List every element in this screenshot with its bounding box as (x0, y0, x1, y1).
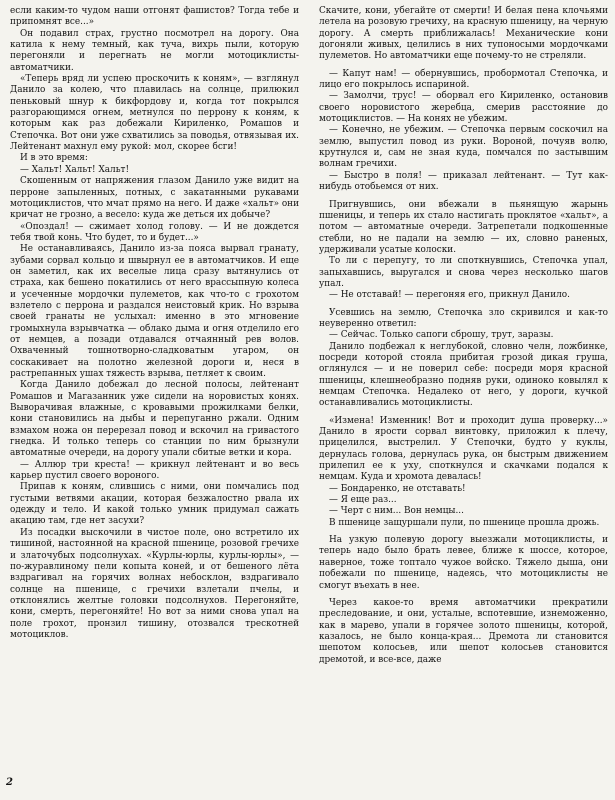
paragraph: — Сейчас. Только сапоги сброшу, трут, заразы. (329, 330, 554, 341)
paragraph: Из посадки выскочили в чистое поле, оно встретило их тишиной, настоянной на красной пшенице, розовой гречихе и златочубых подсолнухах. «Курлы-юрлы, курлы-юрлы», — по-журавлиному пели копыта коней, и от бешеного лёта вздрагивал на горячих волнах небосклон, вздрагивало солнце на пшенице, с гречихи взлетали пчелы, и отклонялись желтые головки подсолнухов. Перегоняйте, кони, смерть, перегоняйте! Но вот за ними снова упал на поле грохот, пронзил тишину, отозвался трескотней мотоциклов. (10, 527, 299, 640)
paragraph: — Бондаренко, не отставать! (329, 483, 466, 494)
paragraph: — Я еще раз... (329, 495, 397, 506)
paragraph: если каким-то чудом наши отгонят фашистов? Тогда тебе и припомнят все...» (10, 6, 299, 28)
right-text-column (319, 6, 608, 666)
paragraph: Пригнувшись, они вбежали в пьянящую жарынь пшеницы, и теперь их стало настигать проклятое «хальт», а потом — автоматные очереди. Затрепетали подкошенные стебли, но не падали на землю — их, словно раненых, удерживали усатые колоски. (319, 199, 608, 255)
paragraph: «Опоздал! — сжимает холод голову. — И не дождется тебя твой конь. Что будет, то и будет...» (10, 221, 299, 243)
paragraph: Когда Данило добежал до лесной полосы, лейтенант Ромашов и Магазанник уже сидели на норовистых конях. Выворачивая влажные, с кровавыми прожилками белки, кони становились на дыбы и перепуганно ржали. Одним взмахом ножа он перерезал повод и вскочил на гривастого гнедка. И только теперь со станции по ним брызнули автоматные очереди, на дорогу упали сбитые ветки и кора. (10, 380, 299, 459)
paragraph: То ли с перепугу, то ли споткнувшись, Степочка упал, запыхавшись, выругался и снова через несколько шагов упал. (319, 256, 608, 289)
paragraph: Данило подбежал к неглубокой, словно челн, ложбинке, посреди которой стояла прибитая грозой дикая груша, оглянулся — и не поверил себе: посреди моря красной пшеницы, клешнеобразно подняв руки, одиноко ковылял к немцам Степочка. Недалеко от него, у дороги, кучкой останавливались мотоциклисты. (319, 341, 608, 409)
paragraph: — Хальт! Хальт! Хальт! (20, 164, 130, 175)
paragraph: Через какое-то время автоматчики прекратили преследование, и они, усталые, вспотевшие, изнеможенно, как в марево, упали в горячее золото пшеницы, которой, казалось, не было конца-края... Дремота ли становится шепотом колосьев, или шепот колосьев становится дремотой, и все-все, даже (319, 597, 608, 665)
book-page (10, 6, 608, 796)
paragraph: Припав к коням, слившись с ними, они помчались под густыми ветвями акации, которая безжалостно рвала их одежду и тело. И какой только умник придумал сажать акацию там, где нет засухи? (10, 482, 299, 527)
paragraph: — Капут нам! — обернувшись, пробормотал Степочка, и лицо его покрылось испариной. (319, 68, 608, 91)
left-text-column (10, 6, 299, 641)
paragraph: «Теперь вряд ли успею проскочить к коням», — взглянул Данило за колею, что плавилась на солнце, прилюкил пеньковый шнур к бикфордову и, когда тот покрылся разгорающимся огнем, метнулся по перрону к коням, к которым как раз добежали Кириленко, Ромашов и Степочка. Вот они уже схватились за поводья, отвязывая их. Лейтенант махнул ему рукой: мол, скорее бсги! (10, 74, 299, 153)
paragraph: Усевшись на землю, Степочка зло скривился и как-то неуверенно ответил: (319, 307, 608, 329)
paragraph: — Аллюр три креста! — крикнул лейтенант и во весь карьер пустил своего вороного. (10, 459, 299, 482)
paragraph: Не останавливаясь, Данило из-за пояса вырвал гранату, зубами сорвал кольцо и швырнул ее в автоматчиков. И еще он заметил, как их веселые лица сразу вытянулись от страха, как бешено покатились от него врассыпную колеса и усеченные мордочки пулеметов, как что-то с грохотом взлетело с перрона и раздался неистовый крик. Но взрыва своей гранаты не услыхал: именно в это мгновение громыхнула взрывчатка — облако дыма и огня отделило его от немцев, а позади отдавался отчаянный рев волов. Охваченный тошнотворно-сладковатым угаром, он соскакивает на полотно железной дороги и, неся в растрепанных ушах тяжесть взрыва, петляет к своим. (10, 244, 299, 379)
paragraph: Скачите, кони, убегайте от смерти! И белая пена клочьями летела на розовую гречиху, на красную пшеницу, на черную дорогу. А смерть приближалась! Механические кони догоняли живых, целились в них тупоносыми мордочками пулеметов. Но автоматчики еще почему-то не стреляли. (319, 6, 608, 62)
paragraph: — Конечно, не убежим. — Степочка первым соскочил на землю, выпустил повод из руки. Вороной, почуяв волю, крутнулся и, сам не зная куда, помчался по застывшим волнам гречихи. (319, 125, 608, 170)
paragraph: Он подавил страх, грустно посмотрел на дорогу. Она катила к нему темный, как туча, вихрь пыли, которую перегоняли и перегнать не могли мотоциклисты-автоматчики. (10, 28, 299, 73)
paragraph: В пшенице защуршали пули, по пшенице прошла дрожь. (329, 517, 600, 528)
paragraph: — Черт с ним... Вон немцы... (329, 506, 464, 517)
paragraph: И в это время: (20, 153, 88, 164)
paragraph: — Не отставай! — перегоняя его, прикнул Данило. (329, 290, 570, 301)
paragraph: — Замолчи, трус! — оборвал его Кириленко, остановив своего норовистого жеребца, смерив расстояние до мотоциклистов. — На конях не убежим. (319, 91, 608, 125)
paragraph: «Измена! Изменник! Вот и проходит душа проверку...» Данило в ярости сорвал винтовку, приложил к плечу, прицелился, выстрелил. У Степочки, будто у куклы, дернулась голова, дернулась рука, он быстрым движением прилепил ее к уху, споткнулся и скачками подался к немцам. Куда и хромота девалась! (319, 415, 608, 483)
paragraph: На узкую полевую дорогу выезжали мотоциклисты, и теперь надо было брать левее, ближе к шоссе, которое, наверное, тоже топтало чужое войско. Тяжело дыша, они побежали по пшенице, надеясь, что мотоциклисты не смогут въехать в нее. (319, 535, 608, 591)
paragraph: — Быстро в поля! — приказал лейтенант. — Тут как-нибудь отобьемся от них. (319, 170, 608, 193)
paragraph: Скошенным от напряжения глазом Данило уже видит на перроне запыленных, потных, с закатанными рукавами мотоциклистов, что мчат прямо на него. И даже «хальт» они кричат не грозно, а весело: куда же деться их добыче? (10, 176, 299, 221)
page-number: 2 (6, 777, 13, 788)
